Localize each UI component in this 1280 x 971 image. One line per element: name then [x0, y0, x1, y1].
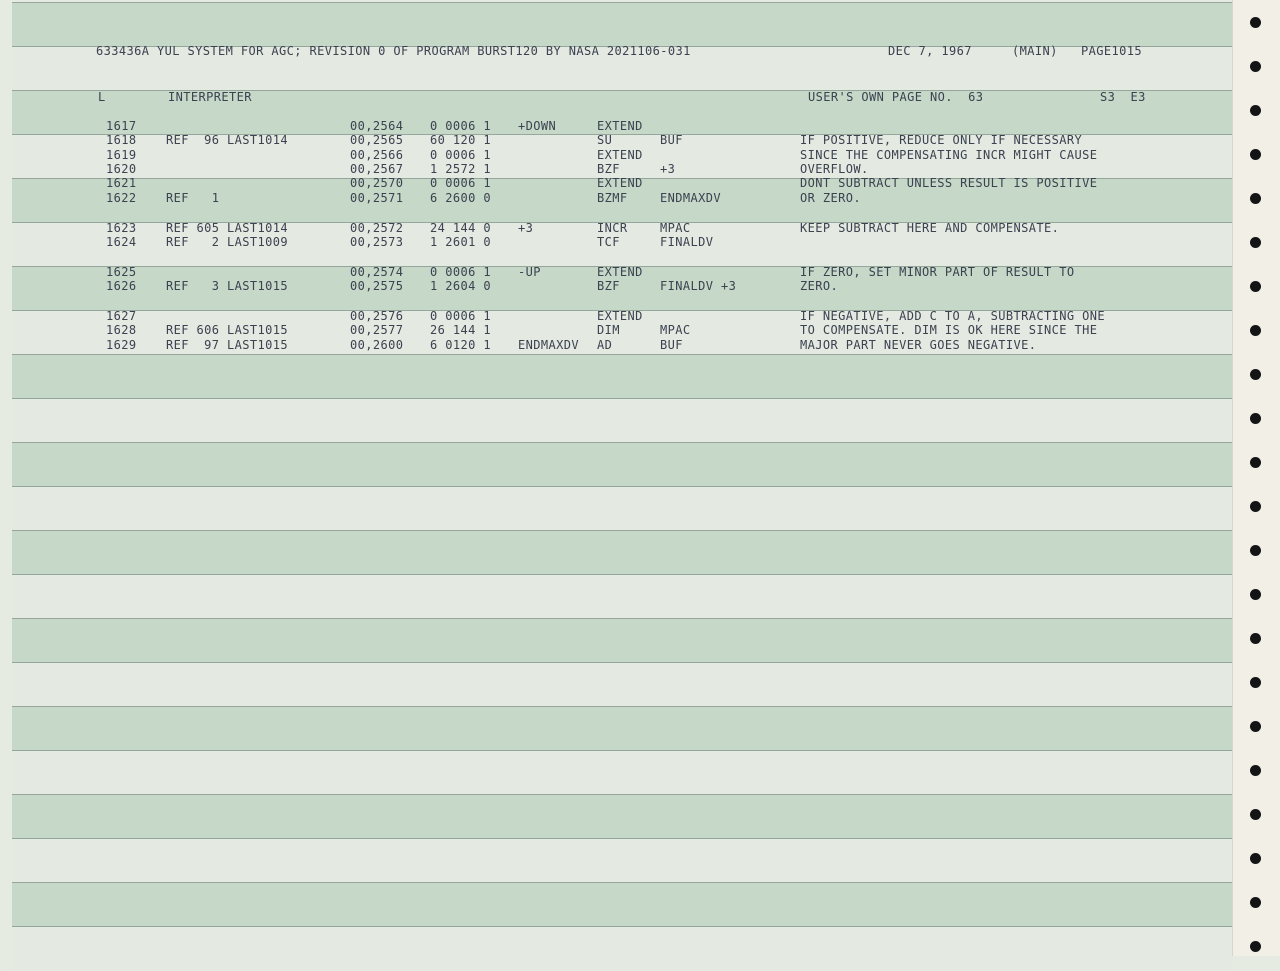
header-date: DEC 7, 1967: [888, 44, 972, 58]
cross-reference: REF 3 LAST1015: [166, 279, 288, 293]
address: 00,2566: [350, 148, 404, 162]
sprocket-hole: [1250, 941, 1261, 952]
operand: FINALDV +3: [660, 279, 737, 293]
paper-band: [12, 618, 1232, 663]
opcode: AD: [597, 338, 613, 352]
sprocket-hole: [1250, 809, 1261, 820]
sprocket-hole: [1250, 897, 1261, 908]
octal-word: 6 0120 1: [430, 338, 491, 352]
paper-band: [12, 442, 1232, 487]
line-number: 1621: [106, 176, 137, 190]
paper-band: [12, 2, 1232, 47]
sprocket-hole: [1250, 545, 1261, 556]
sprocket-hole: [1250, 281, 1261, 292]
line-number: 1624: [106, 235, 137, 249]
operand: +3: [660, 162, 676, 176]
comment-line: ZERO.: [800, 279, 839, 293]
address: 00,2576: [350, 309, 404, 323]
cross-reference: REF 606 LAST1015: [166, 323, 288, 337]
octal-word: 1 2572 1: [430, 162, 491, 176]
sprocket-hole: [1250, 633, 1261, 644]
line-number: 1617: [106, 119, 137, 133]
octal-word: 24 144 0: [430, 221, 491, 235]
line-number: 1625: [106, 265, 137, 279]
line-number: 1622: [106, 191, 137, 205]
octal-word: 0 0006 1: [430, 119, 491, 133]
comment-line: IF NEGATIVE, ADD C TO A, SUBTRACTING ONE: [800, 309, 1105, 323]
sprocket-hole: [1250, 17, 1261, 28]
paper-band: [12, 530, 1232, 575]
paper-band: [12, 926, 1232, 971]
operand: BUF: [660, 133, 683, 147]
opcode: BZMF: [597, 191, 628, 205]
line-number: 1620: [106, 162, 137, 176]
cross-reference: REF 605 LAST1014: [166, 221, 288, 235]
sprocket-hole: [1250, 369, 1261, 380]
octal-word: 0 0006 1: [430, 309, 491, 323]
header-page: PAGE1015: [1081, 44, 1142, 58]
line-number: 1627: [106, 309, 137, 323]
sprocket-hole: [1250, 105, 1261, 116]
line-number: 1618: [106, 133, 137, 147]
paper-band: [12, 354, 1232, 399]
paper-band: [12, 662, 1232, 707]
sprocket-hole: [1250, 61, 1261, 72]
sprocket-hole: [1250, 413, 1261, 424]
octal-word: 0 0006 1: [430, 265, 491, 279]
line-number: 1629: [106, 338, 137, 352]
opcode: BZF: [597, 162, 620, 176]
octal-word: 26 144 1: [430, 323, 491, 337]
sprocket-hole: [1250, 193, 1261, 204]
comment-line: SINCE THE COMPENSATING INCR MIGHT CAUSE: [800, 148, 1098, 162]
label: +DOWN: [518, 119, 557, 133]
cross-reference: REF 2 LAST1009: [166, 235, 288, 249]
sprocket-hole: [1250, 677, 1261, 688]
opcode: EXTEND: [597, 265, 643, 279]
sprocket-hole: [1250, 721, 1261, 732]
address: 00,2565: [350, 133, 404, 147]
line-number: 1628: [106, 323, 137, 337]
comment-line: KEEP SUBTRACT HERE AND COMPENSATE.: [800, 221, 1060, 235]
users-page-number: USER'S OWN PAGE NO. 63: [808, 90, 984, 104]
address: 00,2570: [350, 176, 404, 190]
sprocket-hole: [1250, 589, 1261, 600]
octal-word: 6 2600 0: [430, 191, 491, 205]
opcode: DIM: [597, 323, 620, 337]
comment-line: DONT SUBTRACT UNLESS RESULT IS POSITIVE: [800, 176, 1098, 190]
operand: MPAC: [660, 323, 691, 337]
operand: ENDMAXDV: [660, 191, 721, 205]
sprocket-hole: [1250, 149, 1261, 160]
label: +3: [518, 221, 534, 235]
address: 00,2572: [350, 221, 404, 235]
paper-band: [12, 574, 1232, 619]
paper-band: [12, 750, 1232, 795]
address: 00,2575: [350, 279, 404, 293]
opcode: EXTEND: [597, 148, 643, 162]
comment-line: OVERFLOW.: [800, 162, 869, 176]
opcode: EXTEND: [597, 309, 643, 323]
opcode: EXTEND: [597, 119, 643, 133]
sprocket-hole: [1250, 237, 1261, 248]
octal-word: 60 120 1: [430, 133, 491, 147]
operand: MPAC: [660, 221, 691, 235]
line-number: 1623: [106, 221, 137, 235]
octal-word: 1 2601 0: [430, 235, 491, 249]
opcode: BZF: [597, 279, 620, 293]
comment-line: TO COMPENSATE. DIM IS OK HERE SINCE THE: [800, 323, 1098, 337]
sprocket-hole: [1250, 501, 1261, 512]
comment-line: OR ZERO.: [800, 191, 861, 205]
line-number: 1619: [106, 148, 137, 162]
paper-band: [12, 398, 1232, 443]
address: 00,2577: [350, 323, 404, 337]
octal-word: 0 0006 1: [430, 176, 491, 190]
paper-band: [12, 706, 1232, 751]
opcode: SU: [597, 133, 613, 147]
label: -UP: [518, 265, 541, 279]
address: 00,2571: [350, 191, 404, 205]
opcode: TCF: [597, 235, 620, 249]
operand: FINALDV: [660, 235, 714, 249]
comment-line: IF ZERO, SET MINOR PART OF RESULT TO: [800, 265, 1075, 279]
comment-line: IF POSITIVE, REDUCE ONLY IF NECESSARY: [800, 133, 1083, 147]
sprocket-hole: [1250, 325, 1261, 336]
address: 00,2567: [350, 162, 404, 176]
octal-word: 1 2604 0: [430, 279, 491, 293]
section-code: S3 E3: [1100, 90, 1146, 104]
address: 00,2600: [350, 338, 404, 352]
octal-word: 0 0006 1: [430, 148, 491, 162]
paper-band: [12, 486, 1232, 531]
label: ENDMAXDV: [518, 338, 579, 352]
section-name: INTERPRETER: [168, 90, 252, 104]
address: 00,2574: [350, 265, 404, 279]
header-mode: (MAIN): [1012, 44, 1058, 58]
cross-reference: REF 97 LAST1015: [166, 338, 288, 352]
opcode: INCR: [597, 221, 628, 235]
opcode: EXTEND: [597, 176, 643, 190]
paper-band: [12, 882, 1232, 927]
line-number: 1626: [106, 279, 137, 293]
tractor-feed-strip: [1232, 0, 1280, 956]
paper-band: [12, 838, 1232, 883]
cross-reference: REF 1: [166, 191, 220, 205]
address: 00,2573: [350, 235, 404, 249]
comment-line: MAJOR PART NEVER GOES NEGATIVE.: [800, 338, 1037, 352]
sprocket-hole: [1250, 853, 1261, 864]
sprocket-hole: [1250, 457, 1261, 468]
paper-band: [12, 794, 1232, 839]
address: 00,2564: [350, 119, 404, 133]
log-letter: L: [98, 90, 106, 104]
cross-reference: REF 96 LAST1014: [166, 133, 288, 147]
sprocket-hole: [1250, 765, 1261, 776]
operand: BUF: [660, 338, 683, 352]
header-title: 633436A YUL SYSTEM FOR AGC; REVISION 0 OF PROGRAM BURST120 BY NASA 2021106-031: [96, 44, 691, 58]
